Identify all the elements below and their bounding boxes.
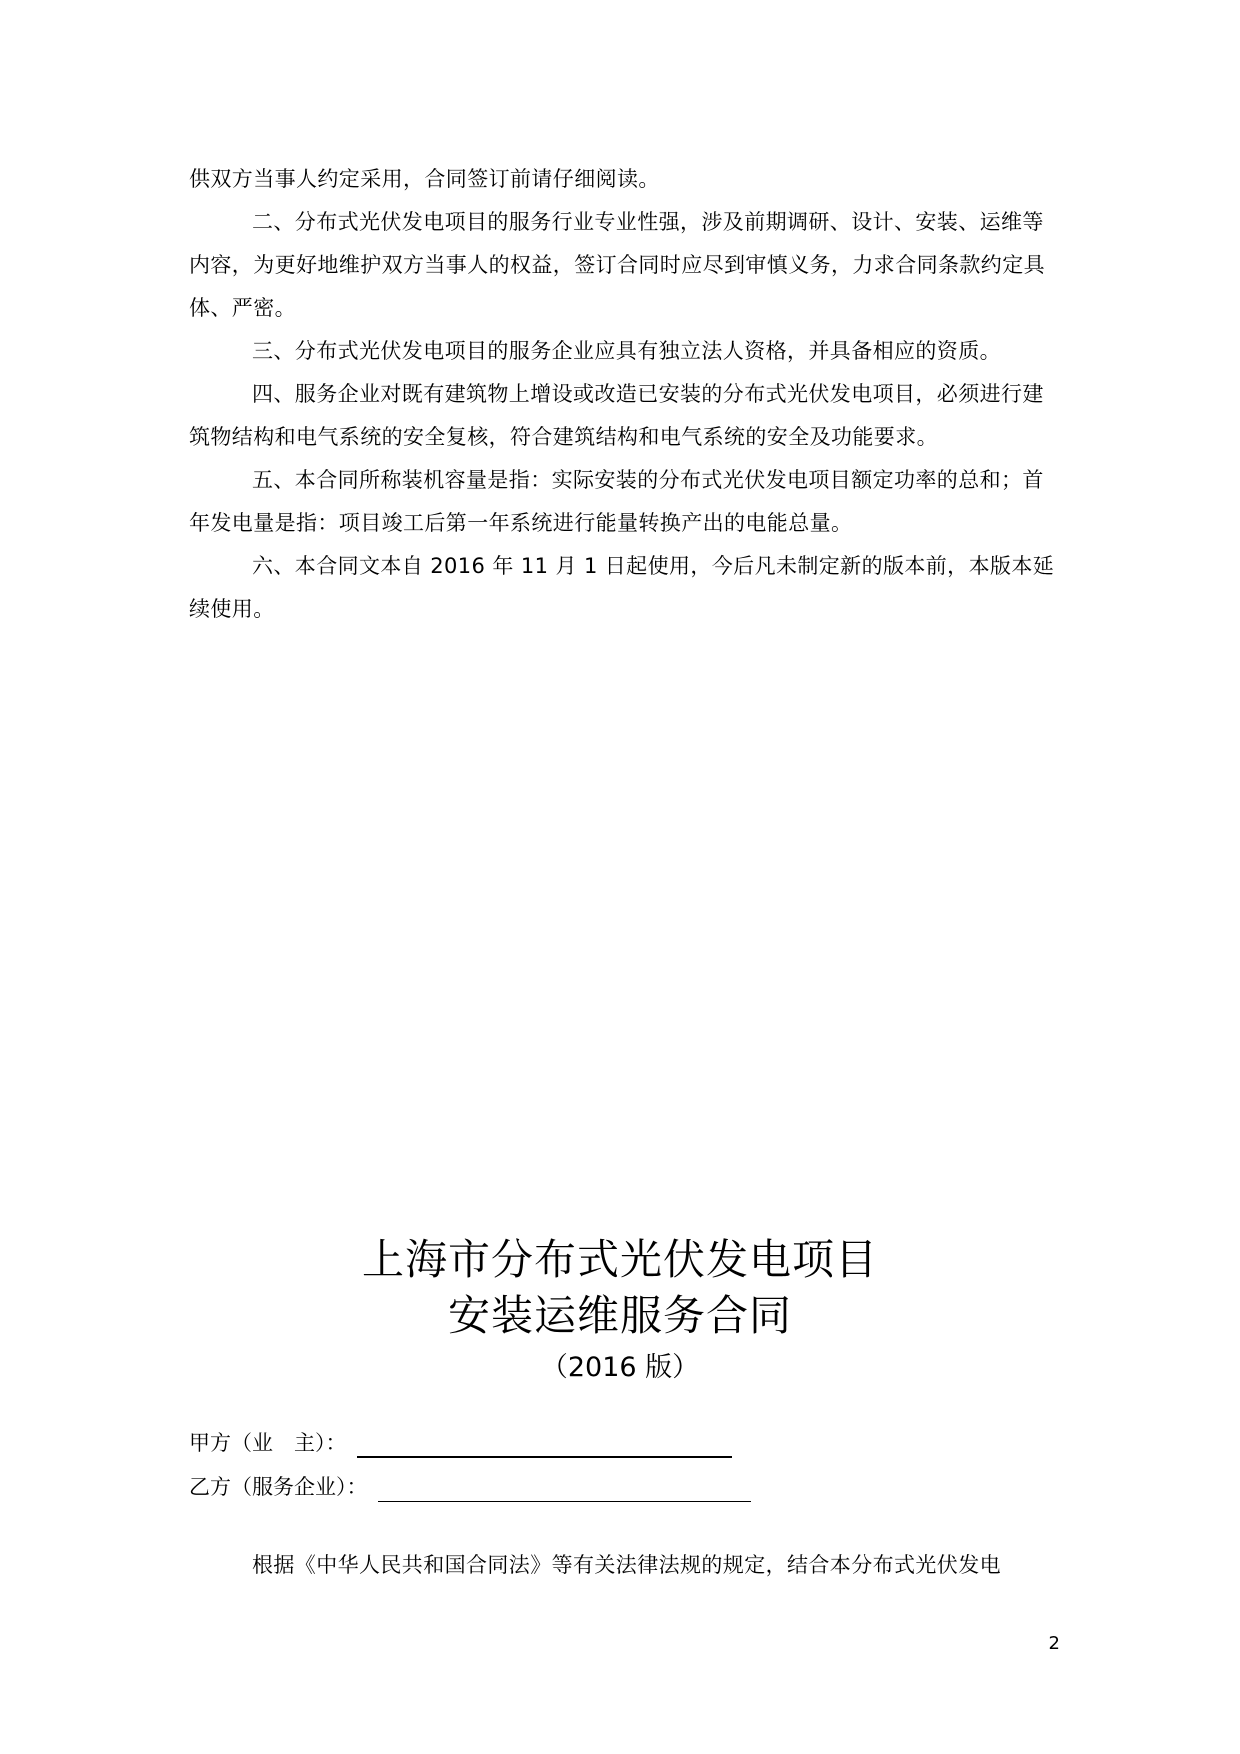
party-b-blank[interactable] <box>378 1475 751 1502</box>
paragraph-continuation: 供双方当事人约定采用，合同签订前请仔细阅读。 <box>189 167 660 191</box>
paragraph-item-4: 四、服务企业对既有建筑物上增设或改造已安装的分布式光伏发电项目，必须进行建筑物结构和电气系统的安全复核，符合建筑结构和电气系统的安全及功能要求。 <box>189 382 1044 449</box>
paragraph-item-5: 五、本合同所称装机容量是指：实际安装的分布式光伏发电项目额定功率的总和；首年发电量是指：项目竣工后第一年系统进行能量转换产出的电能总量。 <box>189 468 1044 535</box>
contract-title-block <box>0 1232 1240 1388</box>
party-b-line <box>189 1472 751 1502</box>
paragraph-item-6: 六、本合同文本自 2016 年 11 月 1 日起使用，今后凡未制定新的版本前，本版本延续使用。 <box>189 554 1055 621</box>
page-number: 2 <box>1048 1633 1060 1654</box>
preface-notes <box>189 158 1060 631</box>
party-b-label: 乙方（服务企业）： <box>189 1475 368 1499</box>
paragraph-item-2: 二、分布式光伏发电项目的服务行业专业性强，涉及前期调研、设计、安装、运维等内容，为更好地维护双方当事人的权益，签订合同时应尽到审慎义务，力求合同条款约定具体、严密。 <box>189 210 1045 320</box>
contract-title-line-1: 上海市分布式光伏发电项目 <box>361 1235 878 1284</box>
contract-title-line-2: 安装运维服务合同 <box>447 1291 792 1340</box>
contract-preamble: 根据《中华人民共和国合同法》等有关法律法规的规定，结合本分布式光伏发电 <box>252 1553 1001 1577</box>
party-a-line <box>189 1428 732 1458</box>
contract-edition: （2016 版） <box>540 1352 700 1383</box>
party-a-blank[interactable] <box>357 1430 732 1458</box>
paragraph-item-3: 三、分布式光伏发电项目的服务企业应具有独立法人资格，并具备相应的资质。 <box>252 339 1001 363</box>
party-a-label: 甲方（业 主）： <box>189 1431 347 1455</box>
